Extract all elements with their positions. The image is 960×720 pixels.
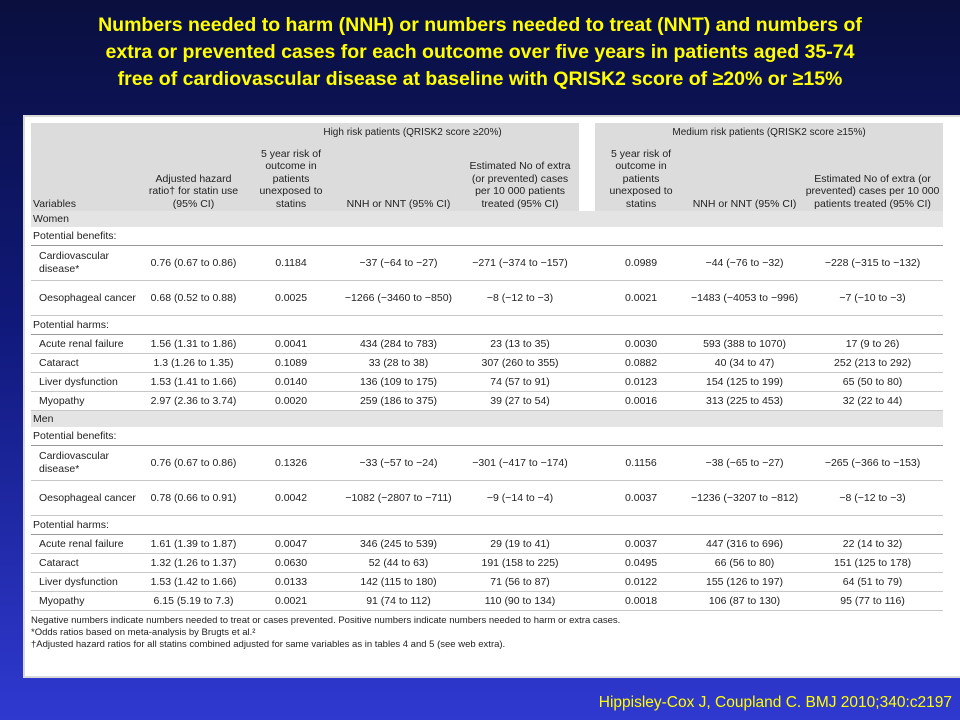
group-header-row bbox=[31, 123, 943, 141]
subsection-label: Potential harms: bbox=[31, 316, 943, 335]
table-cell: 0.0020 bbox=[246, 392, 336, 411]
table-row bbox=[31, 481, 943, 516]
table-cell: 155 (126 to 197) bbox=[687, 573, 802, 592]
table-cell: 0.0016 bbox=[595, 392, 687, 411]
footnote: Negative numbers indicate numbers needed to treat or cases prevented. Positive numbers indicate numbers needed to harm or extra cases. bbox=[31, 615, 621, 626]
table-cell: −1082 (−2807 to −711) bbox=[336, 481, 461, 516]
table-cell: 0.0495 bbox=[595, 554, 687, 573]
column-gap bbox=[579, 392, 595, 411]
table-cell: 154 (125 to 199) bbox=[687, 373, 802, 392]
column-gap bbox=[579, 281, 595, 316]
table-cell: 52 (44 to 63) bbox=[336, 554, 461, 573]
table-cell: −301 (−417 to −174) bbox=[461, 446, 579, 481]
table-cell: 33 (28 to 38) bbox=[336, 354, 461, 373]
row-label: Myopathy bbox=[31, 592, 141, 611]
subsection-label: Potential benefits: bbox=[31, 427, 943, 446]
table-cell: 346 (245 to 539) bbox=[336, 535, 461, 554]
subsection-label: Potential benefits: bbox=[31, 227, 943, 246]
table-cell: 0.0133 bbox=[246, 573, 336, 592]
table-cell: −8 (−12 to −3) bbox=[461, 281, 579, 316]
subsection-label: Potential harms: bbox=[31, 516, 943, 535]
row-label: Oesophageal cancer bbox=[31, 281, 141, 316]
table-cell: 191 (158 to 225) bbox=[461, 554, 579, 573]
table-cell: −37 (−64 to −27) bbox=[336, 246, 461, 281]
table-cell: 95 (77 to 116) bbox=[802, 592, 943, 611]
column-gap bbox=[579, 481, 595, 516]
citation: Hippisley-Cox J, Coupland C. BMJ 2010;340:c2197 bbox=[598, 694, 952, 711]
table-cell: 313 (225 to 453) bbox=[687, 392, 802, 411]
table-cell: −1236 (−3207 to −812) bbox=[687, 481, 802, 516]
row-label: Cataract bbox=[31, 554, 141, 573]
table-cell: 0.0882 bbox=[595, 354, 687, 373]
table-row bbox=[31, 573, 943, 592]
table-cell: 71 (56 to 87) bbox=[461, 573, 579, 592]
table-cell: 1.53 (1.42 to 1.66) bbox=[141, 573, 246, 592]
table-cell: 1.53 (1.41 to 1.66) bbox=[141, 373, 246, 392]
table-cell: −9 (−14 to −4) bbox=[461, 481, 579, 516]
table-cell: 106 (87 to 130) bbox=[687, 592, 802, 611]
table-cell: 0.0042 bbox=[246, 481, 336, 516]
table-cell: 0.1184 bbox=[246, 246, 336, 281]
table-cell: 0.0030 bbox=[595, 335, 687, 354]
table-cell: 64 (51 to 79) bbox=[802, 573, 943, 592]
col-variables: Variables bbox=[31, 141, 141, 211]
col-med-risk: 5 year risk of outcome in patients unexposed to statins bbox=[595, 141, 687, 211]
table-cell: 0.0140 bbox=[246, 373, 336, 392]
table-cell: 66 (56 to 80) bbox=[687, 554, 802, 573]
section-row bbox=[31, 211, 943, 227]
row-label: Acute renal failure bbox=[31, 535, 141, 554]
table-cell: 1.3 (1.26 to 1.35) bbox=[141, 354, 246, 373]
subsection-row bbox=[31, 316, 943, 335]
results-table bbox=[31, 123, 943, 611]
column-gap bbox=[579, 592, 595, 611]
title-line-3: free of cardiovascular disease at baseline with QRISK2 score of ≥20% or ≥15% bbox=[117, 68, 843, 90]
subsection-row bbox=[31, 227, 943, 246]
group-medium-risk: Medium risk patients (QRISK2 score ≥15%) bbox=[595, 123, 943, 141]
table-cell: 6.15 (5.19 to 7.3) bbox=[141, 592, 246, 611]
table-cell: 0.0630 bbox=[246, 554, 336, 573]
table-cell: −44 (−76 to −32) bbox=[687, 246, 802, 281]
section-label: Men bbox=[31, 411, 943, 428]
table-cell: 0.78 (0.66 to 0.91) bbox=[141, 481, 246, 516]
table-cell: 1.56 (1.31 to 1.86) bbox=[141, 335, 246, 354]
subsection-row bbox=[31, 427, 943, 446]
table-cell: −38 (−65 to −27) bbox=[687, 446, 802, 481]
table-cell: 22 (14 to 32) bbox=[802, 535, 943, 554]
column-gap bbox=[579, 554, 595, 573]
title-line-2: extra or prevented cases for each outcome over five years in patients aged 35-74 bbox=[105, 41, 855, 63]
results-table-card bbox=[23, 115, 960, 678]
table-row bbox=[31, 246, 943, 281]
section-label: Women bbox=[31, 211, 943, 227]
table-cell: −1266 (−3460 to −850) bbox=[336, 281, 461, 316]
table-cell: −1483 (−4053 to −996) bbox=[687, 281, 802, 316]
table-cell: −228 (−315 to −132) bbox=[802, 246, 943, 281]
table-cell: 2.97 (2.36 to 3.74) bbox=[141, 392, 246, 411]
table-cell: 136 (109 to 175) bbox=[336, 373, 461, 392]
col-med-nnh: NNH or NNT (95% CI) bbox=[687, 141, 802, 211]
table-cell: 39 (27 to 54) bbox=[461, 392, 579, 411]
column-gap bbox=[579, 335, 595, 354]
table-cell: 110 (90 to 134) bbox=[461, 592, 579, 611]
subsection-row bbox=[31, 516, 943, 535]
col-med-cases: Estimated No of extra (or prevented) cases per 10 000 patients treated (95% CI) bbox=[802, 141, 943, 211]
table-cell: 0.0021 bbox=[246, 592, 336, 611]
table-cell: 252 (213 to 292) bbox=[802, 354, 943, 373]
table-cell: 0.0047 bbox=[246, 535, 336, 554]
table-cell: 91 (74 to 112) bbox=[336, 592, 461, 611]
table-cell: 151 (125 to 178) bbox=[802, 554, 943, 573]
column-gap bbox=[579, 446, 595, 481]
table-cell: 0.1089 bbox=[246, 354, 336, 373]
footnote: †Adjusted hazard ratios for all statins combined adjusted for same variables as in tables 4 and 5 (see web extra). bbox=[31, 639, 506, 650]
row-label: Myopathy bbox=[31, 392, 141, 411]
table-cell: −265 (−366 to −153) bbox=[802, 446, 943, 481]
table-cell: 0.0123 bbox=[595, 373, 687, 392]
row-label: Liver dysfunction bbox=[31, 573, 141, 592]
table-cell: 29 (19 to 41) bbox=[461, 535, 579, 554]
table-cell: 0.76 (0.67 to 0.86) bbox=[141, 246, 246, 281]
table-cell: 593 (388 to 1070) bbox=[687, 335, 802, 354]
footnote: *Odds ratios based on meta-analysis by Brugts et al.² bbox=[31, 627, 256, 638]
table-row bbox=[31, 592, 943, 611]
table-cell: 0.0025 bbox=[246, 281, 336, 316]
row-label: Cataract bbox=[31, 354, 141, 373]
table-cell: 0.1326 bbox=[246, 446, 336, 481]
table-cell: 1.61 (1.39 to 1.87) bbox=[141, 535, 246, 554]
table-cell: 40 (34 to 47) bbox=[687, 354, 802, 373]
table-row bbox=[31, 373, 943, 392]
table-cell: 447 (316 to 696) bbox=[687, 535, 802, 554]
table-cell: 142 (115 to 180) bbox=[336, 573, 461, 592]
table-row bbox=[31, 446, 943, 481]
table-cell: −7 (−10 to −3) bbox=[802, 281, 943, 316]
table-cell: 0.0122 bbox=[595, 573, 687, 592]
table-cell: 0.0037 bbox=[595, 535, 687, 554]
table-cell: 0.0018 bbox=[595, 592, 687, 611]
table-cell: 17 (9 to 26) bbox=[802, 335, 943, 354]
col-hazard-ratio: Adjusted hazard ratio† for statin use (95% CI) bbox=[141, 141, 246, 211]
table-cell: 1.32 (1.26 to 1.37) bbox=[141, 554, 246, 573]
column-gap bbox=[579, 373, 595, 392]
table-row bbox=[31, 335, 943, 354]
table-row bbox=[31, 535, 943, 554]
slide-title bbox=[0, 12, 960, 93]
column-gap bbox=[579, 246, 595, 281]
table-row bbox=[31, 554, 943, 573]
row-label: Acute renal failure bbox=[31, 335, 141, 354]
table-row bbox=[31, 281, 943, 316]
table-cell: 23 (13 to 35) bbox=[461, 335, 579, 354]
table-cell: 0.0021 bbox=[595, 281, 687, 316]
column-gap bbox=[579, 535, 595, 554]
table-cell: 259 (186 to 375) bbox=[336, 392, 461, 411]
table-cell: −271 (−374 to −157) bbox=[461, 246, 579, 281]
section-row bbox=[31, 411, 943, 428]
table-cell: 0.0041 bbox=[246, 335, 336, 354]
table-row bbox=[31, 354, 943, 373]
table-cell: 32 (22 to 44) bbox=[802, 392, 943, 411]
col-high-cases: Estimated No of extra (or prevented) cases per 10 000 patients treated (95% CI) bbox=[461, 141, 579, 211]
table-cell: 0.76 (0.67 to 0.86) bbox=[141, 446, 246, 481]
column-gap bbox=[579, 573, 595, 592]
table-cell: −33 (−57 to −24) bbox=[336, 446, 461, 481]
row-label: Cardiovascular disease* bbox=[31, 246, 141, 281]
table-cell: 0.0037 bbox=[595, 481, 687, 516]
col-high-nnh: NNH or NNT (95% CI) bbox=[336, 141, 461, 211]
row-label: Liver dysfunction bbox=[31, 373, 141, 392]
column-header-row bbox=[31, 141, 943, 211]
table-cell: −8 (−12 to −3) bbox=[802, 481, 943, 516]
group-high-risk: High risk patients (QRISK2 score ≥20%) bbox=[246, 123, 579, 141]
row-label: Cardiovascular disease* bbox=[31, 446, 141, 481]
table-footnotes bbox=[31, 615, 960, 651]
table-cell: 0.68 (0.52 to 0.88) bbox=[141, 281, 246, 316]
column-gap bbox=[579, 354, 595, 373]
title-line-1: Numbers needed to harm (NNH) or numbers needed to treat (NNT) and numbers of bbox=[98, 14, 862, 36]
col-high-risk: 5 year risk of outcome in patients unexposed to statins bbox=[246, 141, 336, 211]
table-cell: 65 (50 to 80) bbox=[802, 373, 943, 392]
table-cell: 0.1156 bbox=[595, 446, 687, 481]
table-cell: 307 (260 to 355) bbox=[461, 354, 579, 373]
row-label: Oesophageal cancer bbox=[31, 481, 141, 516]
table-cell: 0.0989 bbox=[595, 246, 687, 281]
table-cell: 434 (284 to 783) bbox=[336, 335, 461, 354]
table-cell: 74 (57 to 91) bbox=[461, 373, 579, 392]
table-row bbox=[31, 392, 943, 411]
